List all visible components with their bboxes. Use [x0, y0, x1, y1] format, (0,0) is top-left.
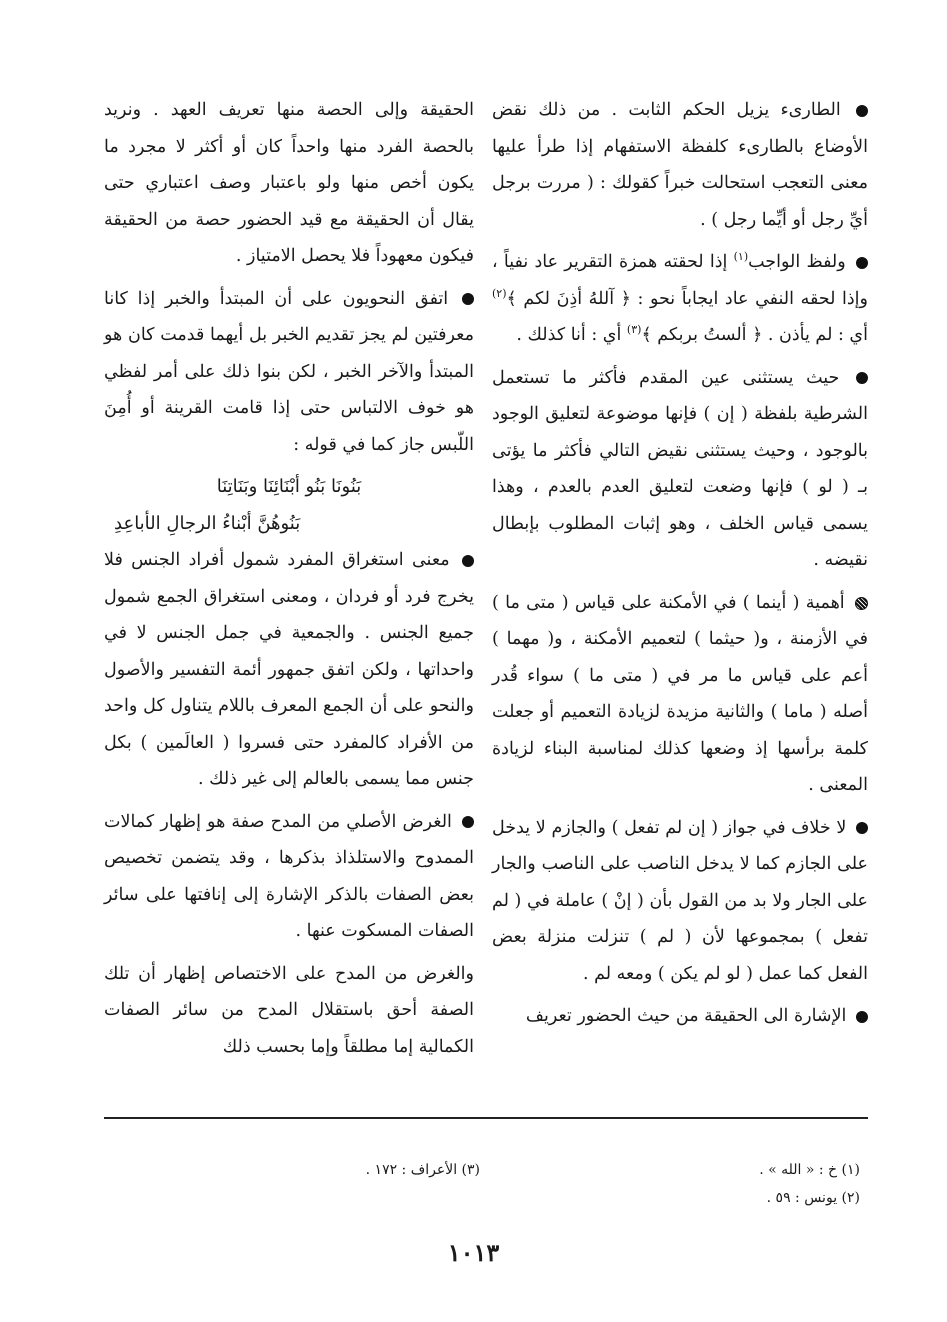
- paragraph: [492, 998, 868, 1035]
- paragraph-text: إذا لحقته همزة التقرير عاد نفياً ، وإذا لحقه النفي عاد ايجاباً نحو : ﴿ آللهُ أذِنَ لكم ﴾: [492, 252, 868, 309]
- bullet-icon: [856, 1011, 868, 1023]
- paragraph-text: والغرض من المدح على الاختصاص إظهار أن تلك الصفة أحق باستقلال المدح من سائر الصفات الكمالية إما مطلقاً وإما بحسب ذلك: [104, 963, 474, 1057]
- footnote-ref: (٢): [492, 286, 507, 300]
- paragraph: [492, 360, 868, 579]
- paragraph-text: الغرض الأصلي من المدح صفة هو إظهار كمالات الممدوح والاستلذاذ بذكرها ، وقد يتضمن تخصيص بعض الصفات بالذكر الإشارة إلى إنافتها على سائر الصفات المسكوت عنها .: [104, 811, 474, 941]
- footnote-ref: (٣): [626, 323, 642, 337]
- hatched-bullet-icon: [855, 597, 868, 610]
- bullet-icon: [856, 372, 868, 384]
- right-text-column: [492, 92, 868, 1041]
- paragraph: [104, 542, 474, 798]
- paragraph-text: لا خلاف في جواز ( إن لم تفعل ) والجازم لا يدخل على الجازم كما لا يدخل الناصب على الناصب والجار على الجار ولا بد من القول بأن ( إنْ ) عاملة في ( لم تفعل ) بمجموعها لأن ( لم ) تنزلت منزلة بعض الفعل كما عمل ( لو لم يكن ) ومعه لم .: [492, 817, 868, 984]
- paragraph-text: الطارىء يزيل الحكم الثابت . من ذلك نقض الأوضاع بالطارىء كلفظة الاستفهام إذا طرأ عليها معنى التعجب استحالت خبراً كقولك : ( مررت برجل أيِّ رجل أو أيِّما رجل ) .: [492, 100, 868, 230]
- paragraph-text: أهمية ( أينما ) في الأمكنة على قياس ( متى ما ) في الأزمنة ، و( حيثما ) لتعميم الأمكنة ، و( مهما ) أعم على قياس ما مر في ( متى ما ) سواء قُدر أصله ( ماما ) والثانية مزيدة لزيادة التعميم أو جعلت كلمة برأسها إذ وضعها كذلك لمناسبة البناء لزيادة المعنى .: [492, 592, 868, 795]
- paragraph: [104, 281, 474, 464]
- verse-second-hemistich: بَنُوهُنَّ أبْناءُ الرجالِ الأباعِدِ: [114, 512, 301, 534]
- paragraph-text: حيث يستثنى عين المقدم فأكثر ما تستعمل الشرطية بلفظة ( إن ) فإنها موضوعة لتعليق الوجود بالوجود ، وحيث يستثنى نقيض التالي فأكثر ما يؤتى بـ ( لو ) فإنها وضعت لتعليق العدم بالعدم ، وهذا يسمى قياس الخلف ، وهو إثبات المطلوب بإبطال نقيضه .: [492, 367, 868, 570]
- bullet-icon: [856, 822, 868, 834]
- verse-first-hemistich: بَنُونَا بَنُو أبْنَائِنَا وبَنَاتِنَا: [216, 476, 362, 497]
- paragraph: [492, 92, 868, 238]
- paragraph: [104, 804, 474, 950]
- footnote-divider: [104, 1117, 868, 1119]
- paragraph-text: معنى استغراق المفرد شمول أفراد الجنس فلا يخرج فرد أو فردان ، ومعنى استغراق الجمع شمول جميع الجنس . والجمعية في جمل الجنس لا في واحداتها ، ولكن اتفق جمهور أئمة التفسير والأصول والنحو على أن الجمع المعرف باللام يتناول كل واحد من الأفراد كالمفرد حتى فسروا ( العالَمين ) بكل جنس مما يسمى بالعالم إلى غير ذلك .: [104, 550, 474, 789]
- footnote: (٢) يونس : ٥٩ .: [766, 1190, 860, 1206]
- footnote: (٣) الأعراف : ١٧٢ .: [365, 1162, 480, 1178]
- bullet-icon: [856, 105, 868, 117]
- paragraph-text: ولفظ الواجب: [748, 252, 846, 272]
- footnote-ref: (١): [733, 250, 749, 264]
- bullet-icon: [462, 293, 474, 305]
- paragraph-text: أي : لم يأذن . ﴿ ألستُ بربكم ﴾: [641, 325, 868, 345]
- paragraph: [104, 956, 474, 1066]
- bullet-icon: [462, 555, 474, 567]
- paragraph-text: أي : أنا كذلك .: [516, 325, 627, 345]
- left-text-column: [104, 92, 474, 1071]
- footnotes-right: [560, 1156, 860, 1212]
- paragraph-text: الإشارة الى الحقيقة من حيث الحضور تعريف: [525, 1006, 847, 1026]
- paragraph-text: الحقيقة وإلى الحصة منها تعريف العهد . ونريد بالحصة الفرد منها واحداً كان أو أكثر لا مجرد ما يكون أخص منها ولو باعتبار وصف اعتباري حتى يقال أن الحقيقة مع قيد الحضور حصة من الحقيقة فيكون معهوداً فلا يحصل الامتياز .: [104, 100, 474, 266]
- paragraph: [104, 92, 474, 275]
- footnotes-left: [180, 1156, 480, 1184]
- paragraph: [492, 810, 868, 993]
- bullet-icon: [462, 816, 474, 828]
- paragraph: [492, 585, 868, 804]
- bullet-icon: [856, 257, 868, 269]
- footnote: (١) خ : « الله » .: [759, 1162, 860, 1178]
- page-number: ١٠١٣: [447, 1238, 500, 1267]
- paragraph-text: اتفق النحويون على أن المبتدأ والخبر إذا كانا معرفتين لم يجز تقديم الخبر بل أيهما قدمت كان هو المبتدأ والآخر الخبر ، لكن بنوا ذلك على أمر لفظي هو خوف الالتباس حتى إذا قامت القرينة أو أُمِنَ اللّبس جاز كما في قوله :: [104, 288, 474, 455]
- paragraph: [492, 244, 868, 354]
